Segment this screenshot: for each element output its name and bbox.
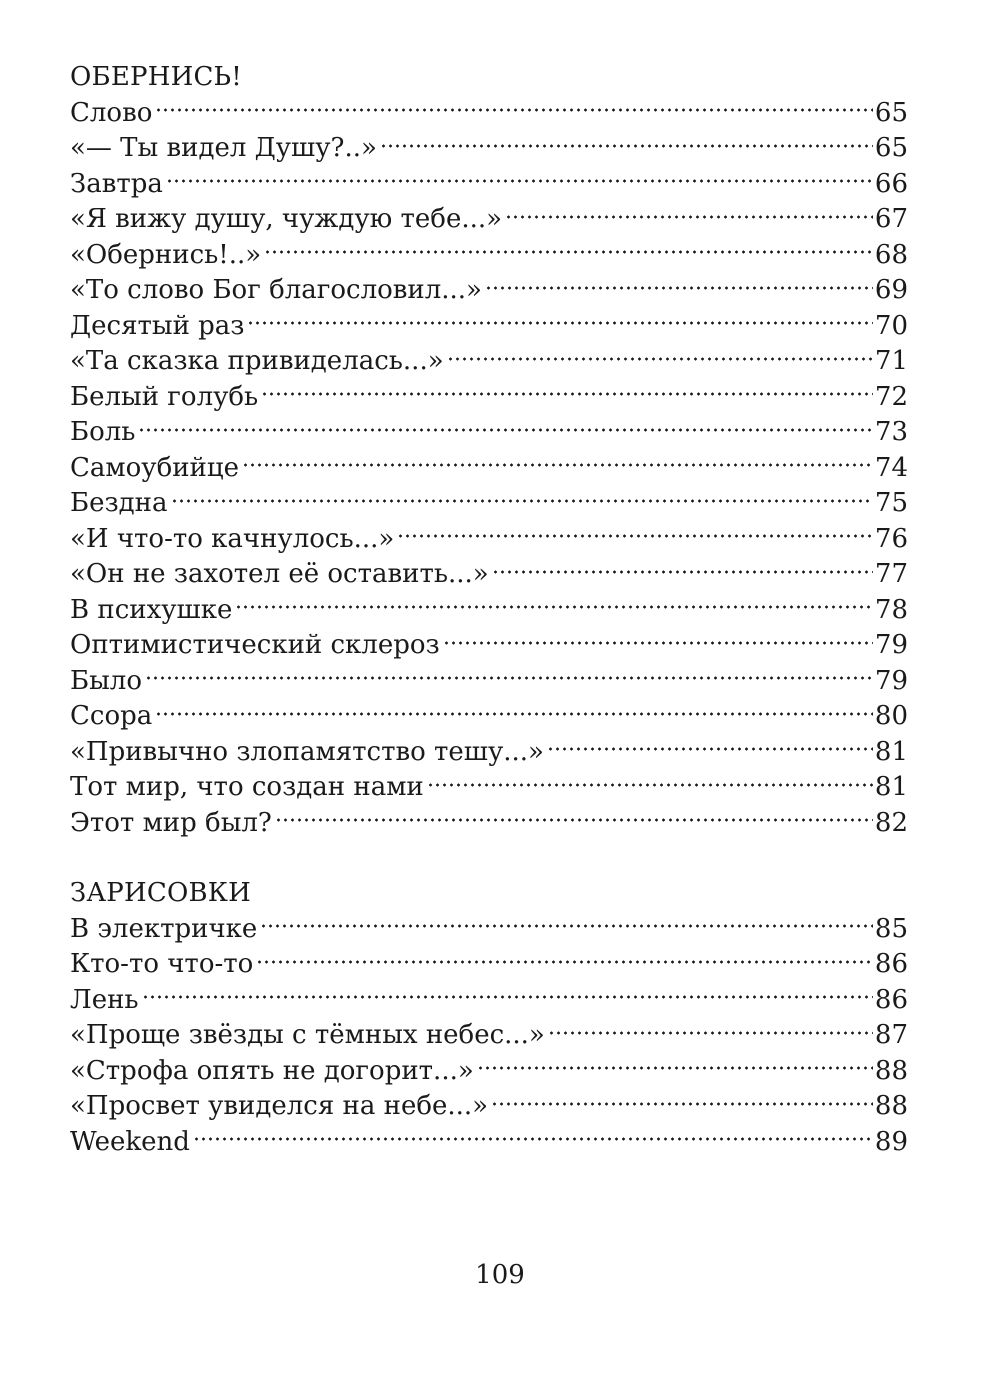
dot-leader: [397, 534, 873, 538]
toc-entry-page: 86: [874, 984, 908, 1015]
toc-entry-title: «И что-то качнулось...»: [70, 523, 395, 554]
toc-entry[interactable]: [70, 983, 908, 1019]
dot-leader: [264, 250, 873, 254]
dot-leader: [547, 747, 873, 751]
dot-leader: [548, 1031, 873, 1035]
toc-entry-title: «Он не захотел её оставить...»: [70, 559, 489, 589]
toc-entry[interactable]: [70, 1125, 908, 1161]
toc-entry-page: 78: [874, 594, 908, 625]
toc-entry[interactable]: [70, 1054, 908, 1090]
toc-entry-page: 77: [874, 559, 908, 589]
toc-entry[interactable]: [70, 344, 908, 380]
toc-entry[interactable]: [70, 486, 908, 522]
toc-entry-page: 65: [874, 97, 908, 128]
toc-entry[interactable]: [70, 557, 908, 593]
dot-leader: [477, 1066, 873, 1070]
toc-list: [70, 96, 908, 842]
toc-entry-page: 81: [874, 736, 908, 767]
toc-entry[interactable]: [70, 522, 908, 558]
section-title: ОБЕРНИСЬ!: [70, 62, 242, 92]
toc-entry-title: «— Ты видел Душу?..»: [70, 133, 377, 163]
dot-leader: [485, 286, 873, 290]
toc-section: [70, 876, 908, 1160]
toc-entry-page: 88: [874, 1091, 908, 1121]
toc-entry[interactable]: [70, 699, 908, 735]
dot-leader: [427, 783, 873, 787]
dot-leader: [235, 605, 873, 609]
dot-leader: [138, 428, 872, 432]
toc-entry-page: 65: [874, 133, 908, 163]
toc-entry-title: Оптимистический склероз: [70, 630, 440, 660]
toc-entry-title: «Я вижу душу, чуждую тебе...»: [70, 204, 503, 234]
toc-entry-title: Кто-то что-то: [70, 949, 254, 979]
dot-leader: [261, 392, 873, 396]
toc-entry-title: «Строфа опять не догорит...»: [70, 1055, 474, 1086]
dot-leader: [443, 641, 873, 645]
section-title: ЗАРИСОВКИ: [70, 878, 251, 908]
toc-entry-title: Самоубийце: [70, 452, 239, 483]
toc-entry[interactable]: [70, 309, 908, 345]
toc-entry[interactable]: [70, 770, 908, 806]
toc-entry[interactable]: [70, 664, 908, 700]
toc-entry-page: 88: [874, 1055, 908, 1086]
toc-list: [70, 912, 908, 1161]
toc-entry[interactable]: [70, 202, 908, 238]
dot-leader: [505, 215, 873, 219]
toc-entry[interactable]: [70, 273, 908, 309]
toc-entry-page: 75: [874, 488, 908, 518]
toc-entry[interactable]: [70, 593, 908, 629]
toc-entry-page: 67: [874, 204, 908, 234]
toc-entry[interactable]: [70, 131, 908, 167]
toc-entry-title: «Привычно злопамятство тешу...»: [70, 736, 544, 767]
toc-entry-title: «То слово Бог благословил...»: [70, 275, 482, 305]
toc-entry-page: 69: [874, 275, 908, 305]
toc-entry[interactable]: [70, 96, 908, 132]
toc-entry-title: Боль: [70, 417, 136, 447]
toc-entry-page: 80: [874, 701, 908, 731]
toc-entry-page: 79: [874, 630, 908, 660]
toc-entry-page: 85: [874, 913, 908, 944]
toc-entry-page: 68: [874, 239, 908, 270]
toc-entry-title: Лень: [70, 984, 139, 1015]
dot-leader: [275, 818, 873, 822]
toc-entry[interactable]: [70, 735, 908, 771]
toc-entry[interactable]: [70, 912, 908, 948]
toc-entry[interactable]: [70, 947, 908, 983]
dot-leader: [256, 960, 873, 964]
toc-entry-page: 70: [874, 310, 908, 341]
toc-entry-page: 87: [874, 1020, 908, 1050]
toc-section: [70, 60, 908, 841]
dot-leader: [193, 1137, 873, 1141]
toc-entry-title: Слово: [70, 97, 153, 128]
toc-entry-title: «Проще звёзды с тёмных небес...»: [70, 1020, 545, 1050]
dot-leader: [166, 179, 873, 183]
toc-entry[interactable]: [70, 380, 908, 416]
toc-entry-title: «Та сказка привиделась...»: [70, 346, 444, 376]
dot-leader: [247, 321, 872, 325]
toc-entry[interactable]: [70, 628, 908, 664]
toc-entry-title: Этот мир был?: [70, 807, 272, 838]
toc-entry-title: Белый голубь: [70, 381, 259, 412]
toc-entry[interactable]: [70, 806, 908, 842]
toc-entry-title: «Просвет увиделся на небе...»: [70, 1091, 489, 1121]
toc-entry-title: Weekend: [70, 1126, 190, 1157]
toc-entry-title: Ссора: [70, 701, 153, 731]
toc-entry-title: Десятый раз: [70, 310, 245, 341]
dot-leader: [145, 676, 873, 680]
dot-leader: [155, 712, 873, 716]
toc-entry-title: Тот мир, что создан нами: [70, 772, 424, 802]
toc-entry-page: 73: [874, 417, 908, 447]
dot-leader: [491, 1102, 873, 1106]
toc-entry[interactable]: [70, 167, 908, 203]
toc-entry-title: В психушке: [70, 594, 233, 625]
toc-entry-page: 66: [874, 168, 908, 199]
dot-leader: [492, 570, 873, 574]
toc-entry-page: 76: [874, 523, 908, 554]
toc-entry-title: Бездна: [70, 488, 168, 518]
toc-entry-title: Завтра: [70, 168, 163, 199]
dot-leader: [155, 108, 873, 112]
toc-entry-title: В электричке: [70, 913, 258, 944]
toc-entry[interactable]: [70, 1089, 908, 1125]
toc-entry[interactable]: [70, 451, 908, 487]
dot-leader: [260, 924, 873, 928]
toc-entry-title: Было: [70, 665, 142, 696]
dot-leader: [142, 995, 873, 999]
dot-leader: [242, 463, 873, 467]
toc-entry-title: «Обернись!..»: [70, 239, 262, 270]
toc-entry[interactable]: [70, 1018, 908, 1054]
toc-entry-page: 89: [874, 1126, 908, 1157]
toc-entry[interactable]: [70, 415, 908, 451]
toc-entry[interactable]: [70, 238, 908, 274]
toc-entry-page: 72: [874, 381, 908, 412]
dot-leader: [447, 357, 873, 361]
toc-entry-page: 82: [874, 807, 908, 838]
toc-entry-page: 86: [874, 949, 908, 979]
toc-entry-page: 74: [874, 452, 908, 483]
toc-entry-page: 81: [874, 772, 908, 802]
toc-entry-page: 79: [874, 665, 908, 696]
toc-entry-page: 71: [874, 346, 908, 376]
dot-leader: [380, 144, 873, 148]
table-of-contents: [70, 60, 908, 1160]
dot-leader: [171, 499, 873, 503]
page-number: 109: [475, 1260, 525, 1290]
